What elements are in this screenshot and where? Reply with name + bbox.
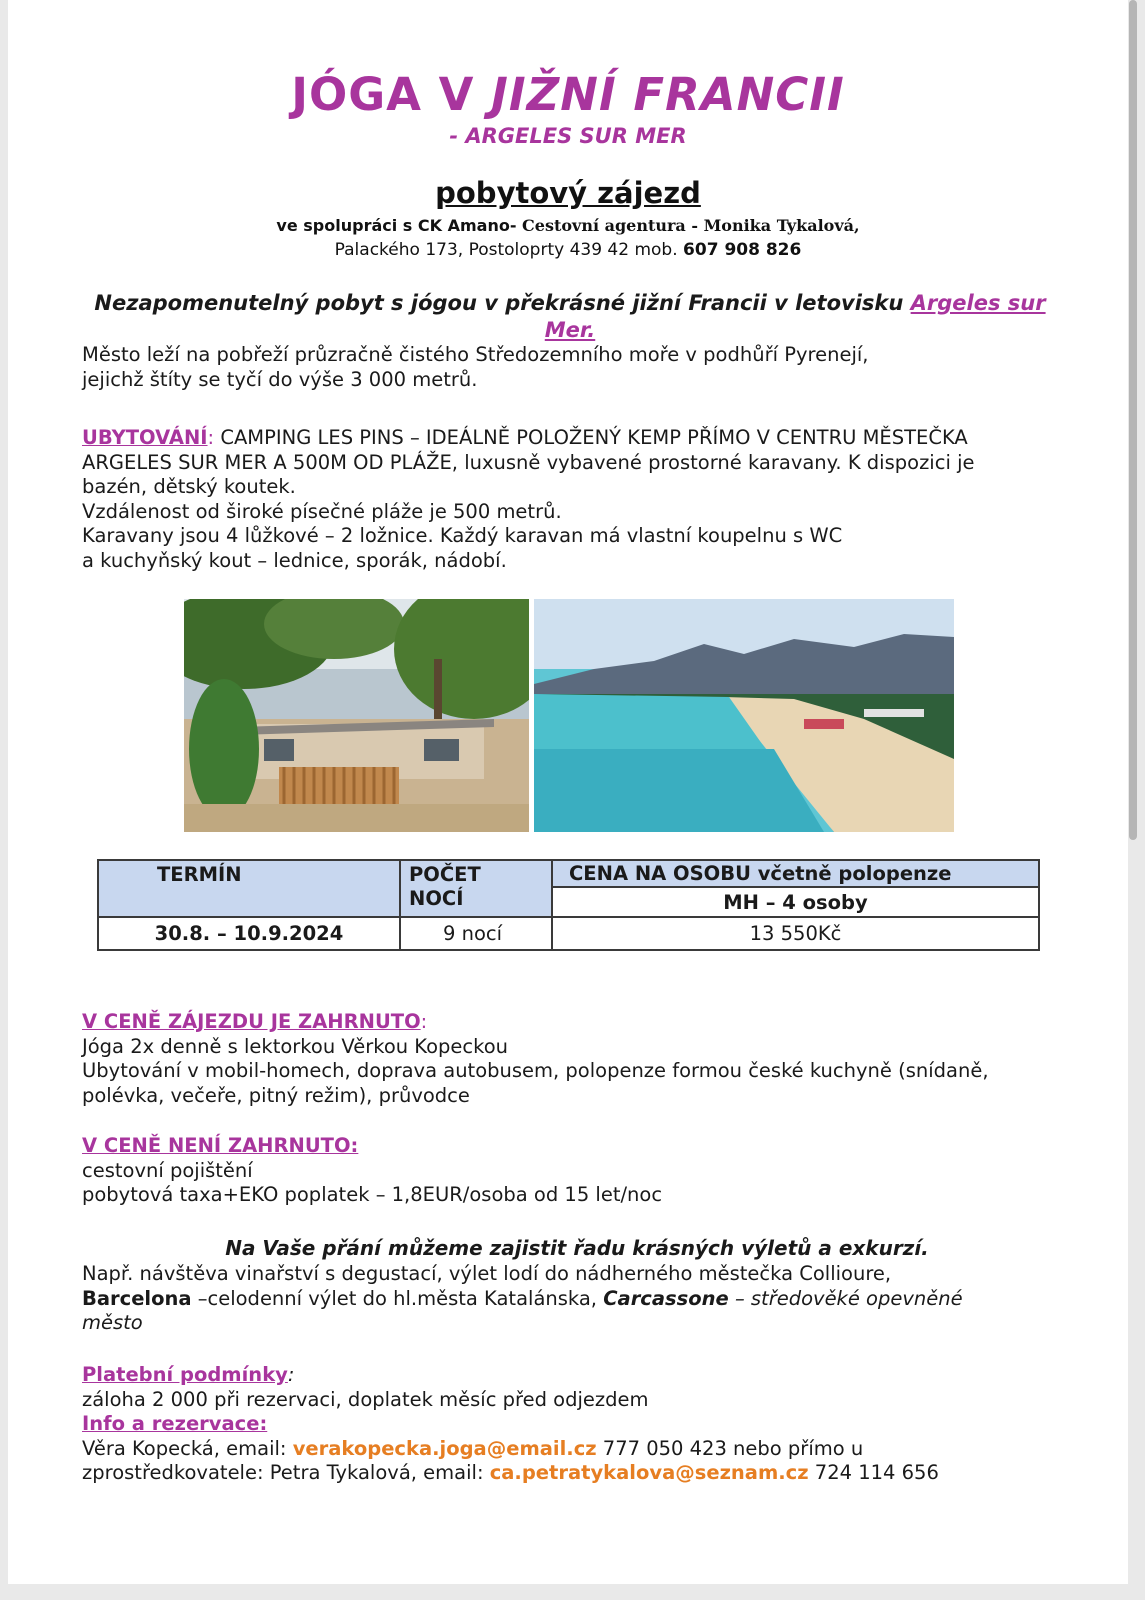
accommodation-heading: UBYTOVÁNÍ: [82, 426, 208, 449]
stay-type-heading: pobytový zájezd: [435, 176, 701, 210]
intro-lead-text: Nezapomenutelný pobyt s jógou v překrásné jižní Francii v letovisku: [94, 291, 911, 315]
payment-contact-section: [82, 1363, 1072, 1486]
cooperation-line: [8, 216, 1128, 235]
camping-photo: [184, 599, 529, 832]
accommodation-line: Vzdálenost od široké písečné pláže je 500 metrů.: [82, 499, 562, 523]
nights-header-line: POČET: [409, 863, 481, 886]
term-cell: 30.8. – 10.9.2024: [98, 917, 400, 950]
barcelona-text: –celodenní výlet do hl.města Katalánska,: [191, 1286, 604, 1310]
col-subheader-price: MH – 4 osoby: [552, 887, 1039, 917]
col-header-price: CENA NA OSOBU včetně polopenze: [552, 860, 1039, 887]
intro-lead: [80, 290, 1060, 344]
accommodation-line: CAMPING LES PINS – IDEÁLNĚ POLOŽENÝ KEMP PŘÍMO V CENTRU MĚSTEČKA: [214, 426, 968, 449]
accommodation-line: ARGELES SUR MER A 500M OD PLÁŽE, luxusně vybavené prostorné karavany. K dispozici je: [82, 450, 975, 474]
contact-suffix: 777 050 423 nebo přímo u: [596, 1436, 864, 1460]
beach-photo: [534, 599, 954, 832]
document-page: [8, 0, 1128, 1584]
not-included-line: pobytová taxa+EKO poplatek – 1,8EUR/osoba od 15 let/noc: [82, 1183, 663, 1206]
scrollbar[interactable]: [1129, 0, 1137, 840]
title-part1: JÓGA V: [291, 68, 492, 121]
trips-heading: Na Vaše přání můžeme zajistit řadu krásných výletů a exkurzí.: [225, 1236, 929, 1260]
coop-prefix: ve spolupráci s CK Amano-: [276, 216, 523, 235]
accommodation-section: [82, 426, 1072, 573]
title-part2: JIŽNÍ FRANCII: [491, 68, 845, 121]
accommodation-line: Karavany jsou 4 lůžkové – 2 ložnice. Každý karavan má vlastní koupelnu s WC: [82, 524, 843, 547]
not-included-section: [82, 1134, 1072, 1208]
contact-heading: Info a rezervace:: [82, 1412, 268, 1435]
heading-colon: :: [207, 426, 215, 449]
accommodation-line: a kuchyňský kout – lednice, sporák, nádobí.: [82, 548, 507, 572]
accommodation-line: bazén, dětský koutek.: [82, 475, 296, 498]
carcassone-label: Carcassone: [603, 1286, 729, 1310]
payment-heading: Platební podmínky: [82, 1363, 288, 1386]
mobile-number: 607 908 826: [683, 240, 802, 260]
page-title: [8, 68, 1128, 121]
col-header-nights: [400, 860, 552, 917]
included-line: Ubytování v mobil-homech, doprava autobusem, polopenze formou české kuchyně (snídaně,: [82, 1059, 989, 1082]
contact-suffix: 724 114 656: [808, 1461, 939, 1484]
barcelona-label: Barcelona: [82, 1286, 192, 1310]
contact-prefix: zprostředkovatele: Petra Tykalová, email:: [82, 1461, 490, 1484]
intro-line: jejichž štíty se tyčí do výše 3 000 metrů.: [82, 367, 478, 391]
camping-illustration: [184, 599, 529, 832]
carcassone-text: – středověké opevněné: [728, 1286, 963, 1310]
trips-section: [82, 1262, 1072, 1336]
heading-colon: :: [287, 1363, 295, 1386]
coop-agency: Cestovní agentura - Monika Tykalová,: [522, 216, 860, 235]
not-included-line: cestovní pojištění: [82, 1158, 253, 1182]
beach-illustration: [534, 599, 954, 832]
nights-cell: 9 nocí: [400, 917, 552, 950]
page-subtitle: - ARGELES SUR MER: [449, 124, 687, 148]
address: Palackého 173, Postoloprty 439 42 mob.: [334, 240, 684, 260]
contact-prefix: Věra Kopecká, email:: [82, 1436, 293, 1460]
trips-line: město: [82, 1311, 143, 1334]
payment-text: záloha 2 000 při rezervaci, doplatek měsíc před odjezdem: [82, 1387, 649, 1411]
intro-line: Město leží na pobřeží průzračně čistého Středozemního moře v podhůří Pyrenejí,: [82, 343, 869, 366]
price-cell: 13 550Kč: [552, 917, 1039, 950]
included-section: [82, 1010, 1072, 1108]
col-header-term: TERMÍN: [98, 860, 400, 917]
nights-header-line: NOCÍ: [409, 887, 464, 910]
price-table: [97, 859, 1040, 951]
intro-paragraph: [82, 343, 1072, 392]
included-heading: V CENĚ ZÁJEZDU JE ZAHRNUTO: [82, 1010, 421, 1033]
included-line: Jóga 2x denně s lektorkou Věrkou Kopeckou: [82, 1034, 509, 1058]
not-included-heading: V CENĚ NENÍ ZAHRNUTO:: [82, 1134, 359, 1157]
trips-line: Např. návštěva vinařství s degustací, výlet lodí do nádherného městečka Collioure,: [82, 1262, 892, 1285]
email-link-vera[interactable]: verakopecka.joga@email.cz: [292, 1436, 597, 1460]
address-line: [8, 240, 1128, 260]
argeles-link[interactable]: Argeles sur Mer.: [544, 291, 1046, 342]
heading-colon: :: [420, 1010, 428, 1033]
included-line: polévka, večeře, pitný režim), průvodce: [82, 1083, 470, 1107]
email-link-petra[interactable]: ca.petratykalova@seznam.cz: [489, 1461, 809, 1484]
